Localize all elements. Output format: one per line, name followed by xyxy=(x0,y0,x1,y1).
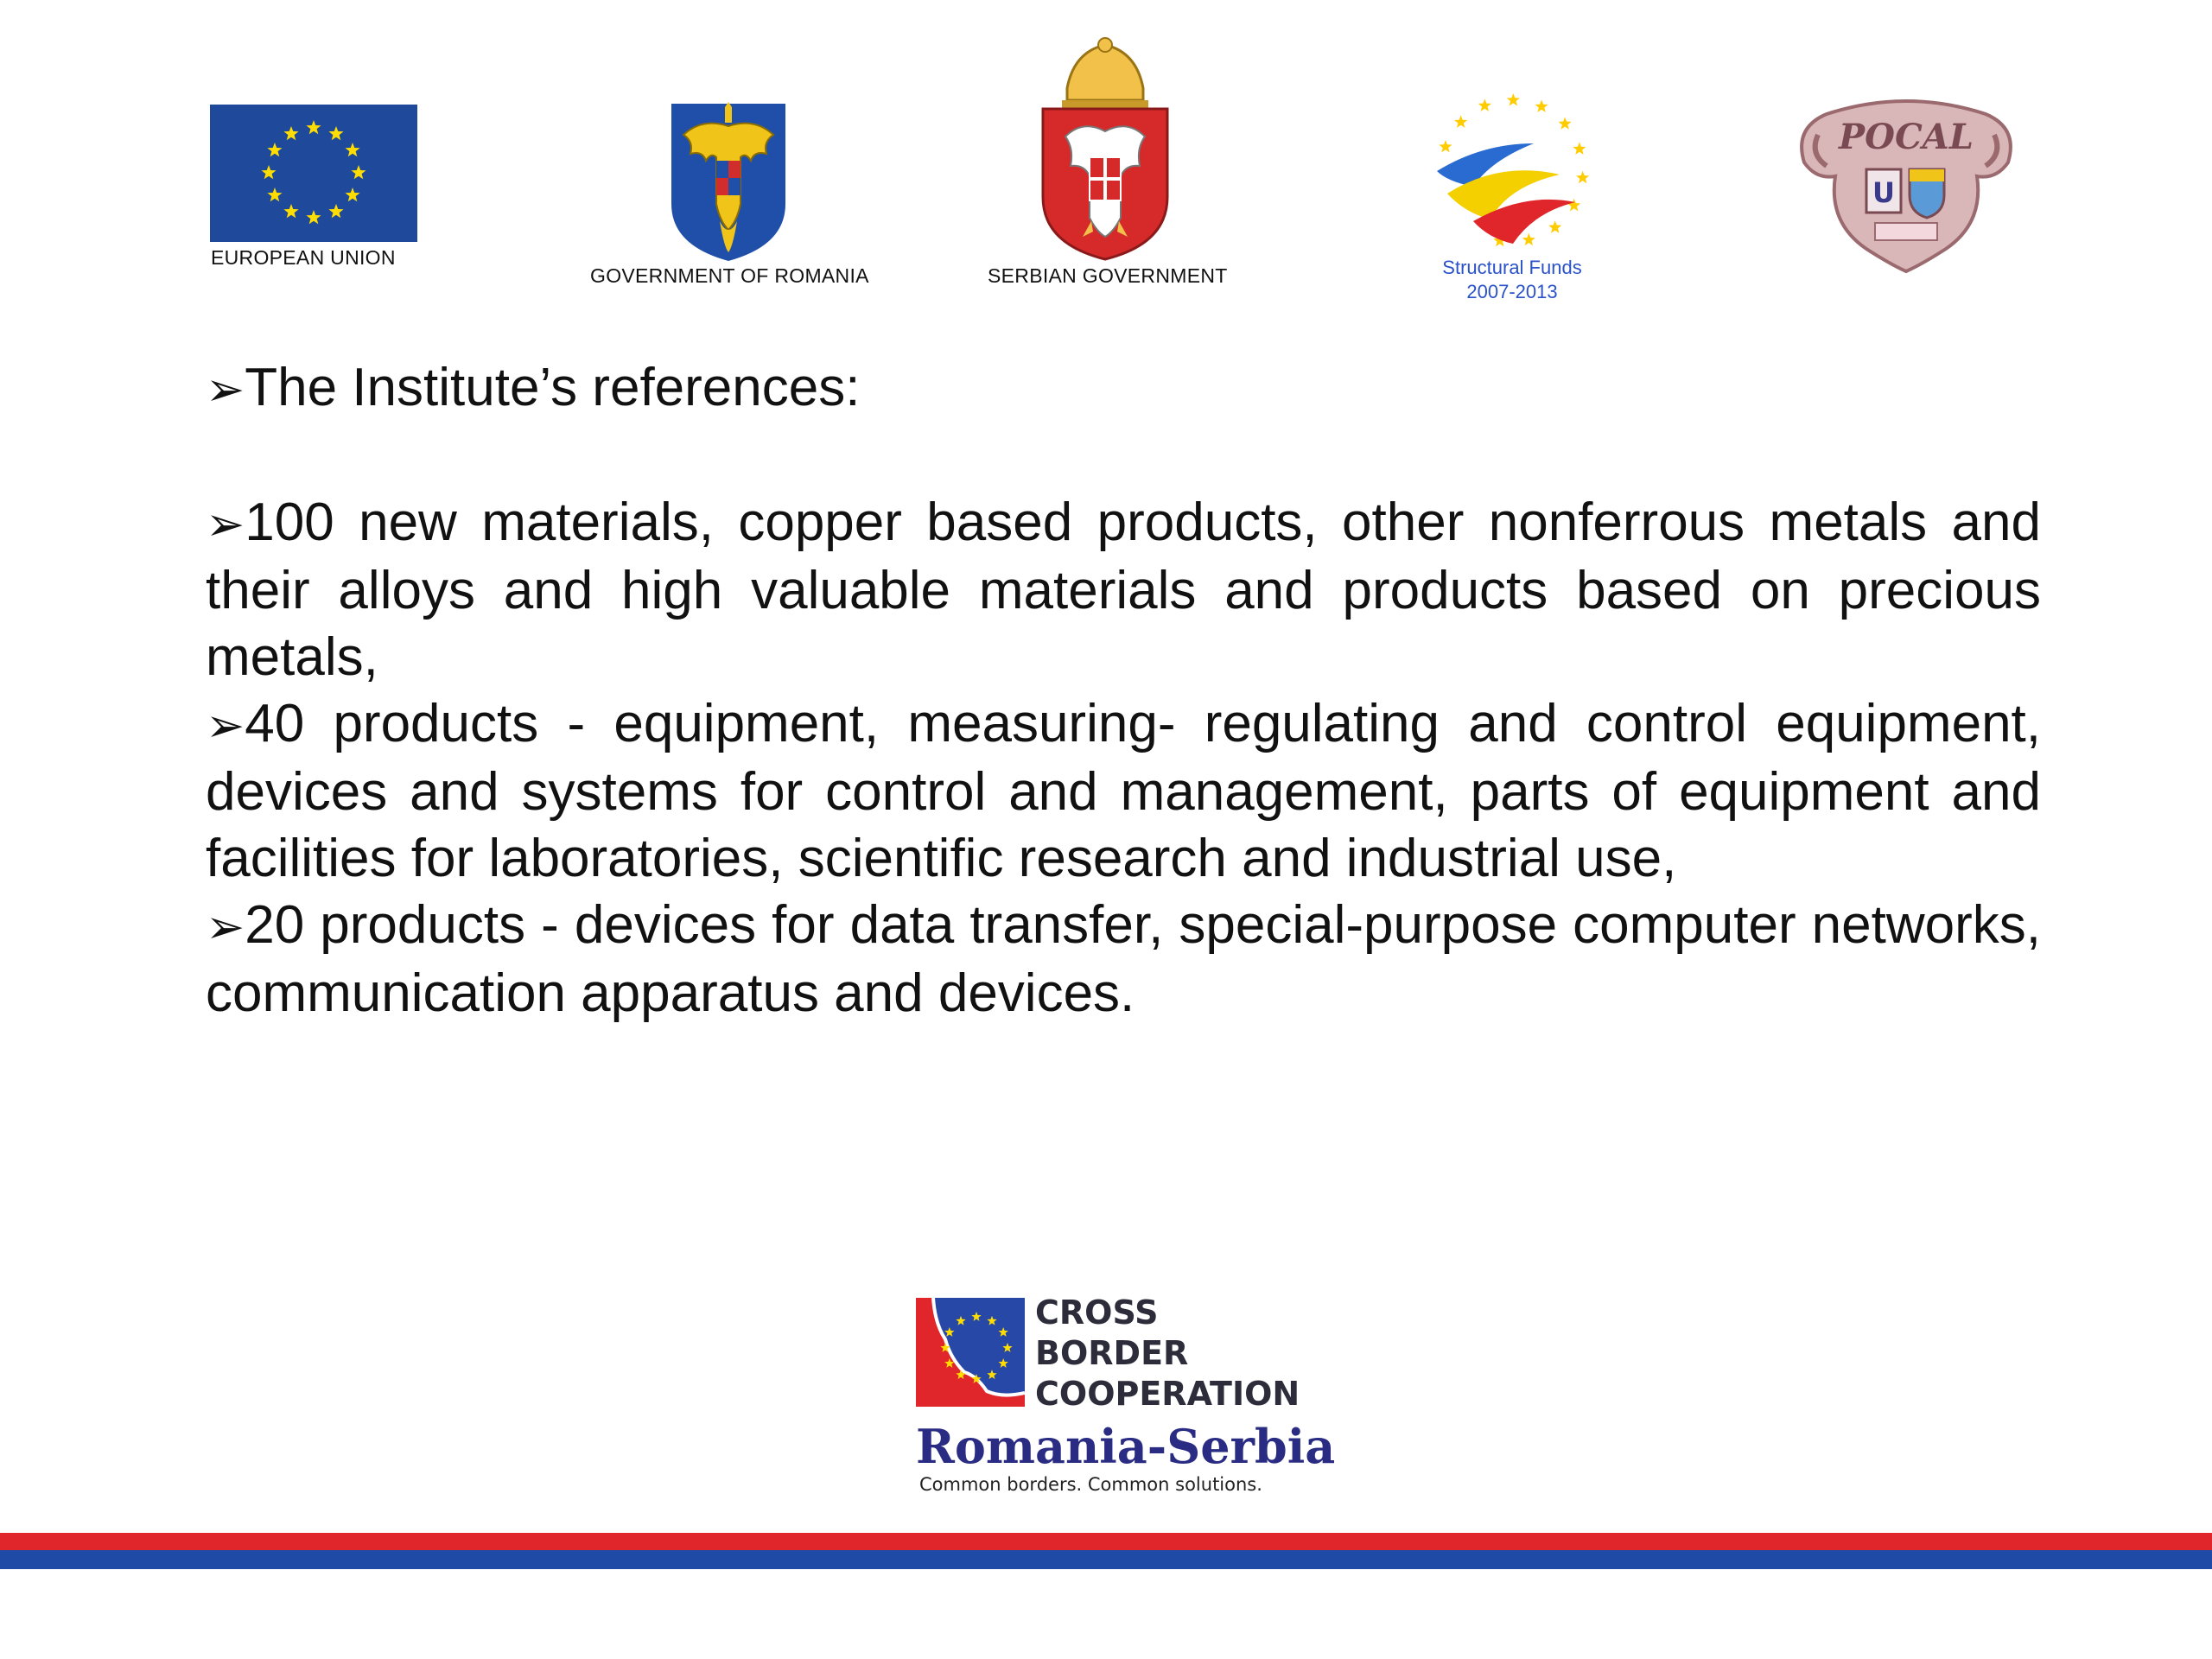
star-icon xyxy=(1439,140,1452,152)
reference-item-text: 20 products - devices for data transfer, special-purpose computer networks, communication apparatus and devices. xyxy=(206,895,2041,1023)
eu-caption: EUROPEAN UNION xyxy=(211,246,396,269)
pocal-seal-icon xyxy=(1792,93,2020,276)
star-icon xyxy=(1478,99,1491,111)
arrow-bullet-icon: ➢ xyxy=(206,497,245,551)
references-heading xyxy=(206,354,2041,423)
heading-text: The Institute’s references: xyxy=(245,358,861,417)
star-icon xyxy=(1535,99,1548,111)
reference-item-1 xyxy=(206,489,2041,690)
reference-item-3 xyxy=(206,892,2041,1027)
cross-text: CROSS xyxy=(1035,1294,1159,1332)
eu-flag-icon xyxy=(210,105,417,242)
star-icon xyxy=(1576,171,1589,183)
structural-funds-caption xyxy=(1417,256,1607,304)
star-icon xyxy=(1522,233,1535,245)
cross-border-map-icon xyxy=(916,1298,1025,1407)
star-icon xyxy=(1548,220,1561,232)
serbia-coat-of-arms-icon xyxy=(1039,36,1171,263)
star-icon xyxy=(1507,93,1520,105)
reference-item-2 xyxy=(206,690,2041,892)
arrow-bullet-icon: ➢ xyxy=(206,698,245,753)
serbia-caption: SERBIAN GOVERNMENT xyxy=(988,264,1228,287)
red-stripe xyxy=(0,1533,2212,1550)
border-text: BORDER xyxy=(1035,1334,1189,1372)
svg-text:U: U xyxy=(1872,176,1895,209)
structural-funds-caption-line1: Structural Funds xyxy=(1442,257,1582,278)
romania-serbia-text: Romania-Serbia xyxy=(916,1419,1336,1474)
reference-item-text: 100 new materials, copper based products, other nonferrous metals and their alloys and high valuable materials and products based on precious metals, xyxy=(206,493,2041,687)
romania-caption: GOVERNMENT OF ROMANIA xyxy=(590,264,869,287)
arrow-bullet-icon: ➢ xyxy=(206,362,245,416)
star-icon xyxy=(1454,115,1467,127)
tagline-text: Common borders. Common solutions. xyxy=(919,1474,1262,1495)
svg-text:POCAL: POCAL xyxy=(1839,117,1974,157)
romania-coat-of-arms-icon xyxy=(668,100,789,264)
structural-funds-icon xyxy=(1430,92,1594,256)
references-content xyxy=(206,354,2041,1027)
cooperation-text: COOPERATION xyxy=(1035,1375,1300,1413)
reference-item-text: 40 products - equipment, measuring- regulating and control equipment, devices and systems for control and management, parts of equipment and facilities for laboratories, scientific research and industrial use, xyxy=(206,694,2041,888)
star-icon xyxy=(1559,117,1572,129)
star-icon xyxy=(1567,199,1580,211)
star-icon xyxy=(1573,142,1586,154)
structural-funds-caption-line2: 2007-2013 xyxy=(1466,281,1558,302)
arrow-bullet-icon: ➢ xyxy=(206,899,245,954)
blue-stripe xyxy=(0,1550,2212,1569)
